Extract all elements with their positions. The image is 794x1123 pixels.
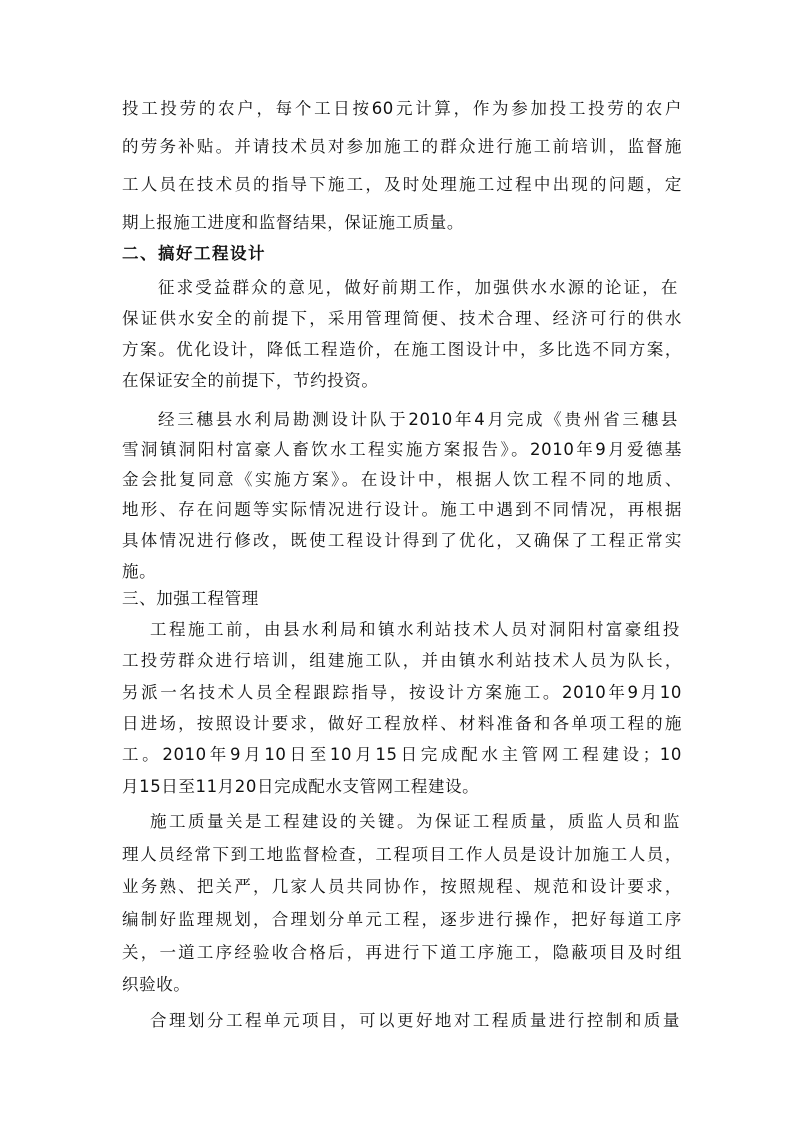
paragraph-line: 工程施工前，由县水利局和镇水利站技术人员对洞阳村富豪组投	[150, 620, 680, 639]
paragraph-line: 保证供水安全的前提下，采用管理简便、技术合理、经济可行的供水	[122, 309, 682, 328]
paragraph-line: 关，一道工序经验收合格后，再进行下道工序施工，隐蔽项目及时组	[122, 943, 682, 962]
paragraph-line: 具体情况进行修改，既使工程设计得到了优化，又确保了工程正常实	[122, 531, 682, 550]
paragraph-line: 在保证安全的前提下，节约投资。	[122, 371, 379, 390]
paragraph-line: 日进场，按照设计要求，做好工程放样、材料准备和各单项工程的施	[122, 714, 682, 733]
paragraph-line: 工投劳群众进行培训，组建施工队，并由镇水利站技术人员为队长，	[122, 651, 682, 670]
paragraph-line: 地形、存在问题等实际情况进行设计。施工中遇到不同情况，再根据	[122, 500, 682, 519]
paragraph-line: 征求受益群众的意见，做好前期工作，加强供水水源的论证，在	[158, 278, 678, 297]
section-heading-3: 三、加强工程管理	[122, 589, 259, 608]
paragraph-line: 雪洞镇洞阳村富豪人畜饮水工程实施方案报告》。2010年9月爱德基	[122, 440, 682, 459]
paragraph-line: 理人员经常下到工地监督检查，工程项目工作人员是设计加施工人员，	[122, 845, 682, 864]
section-heading-2: 二、搞好工程设计	[122, 244, 266, 263]
paragraph-line: 另派一名技术人员全程跟踪指导，按设计方案施工。2010年9月10	[122, 683, 682, 702]
paragraph-line: 施工质量关是工程建设的关键。为保证工程质量，质监人员和监	[150, 812, 680, 831]
paragraph-line: 方案。优化设计，降低工程造价，在施工图设计中，多比选不同方案，	[122, 340, 682, 359]
paragraph-line: 期上报施工进度和监督结果，保证施工质量。	[122, 213, 464, 232]
paragraph-line: 投工投劳的农户，每个工日按60元计算，作为参加投工投劳的农户	[122, 99, 682, 118]
paragraph-line: 施。	[122, 562, 157, 581]
paragraph-line: 工。2010年9月10日至10月15日完成配水主管网工程建设；10	[122, 745, 682, 764]
paragraph-line: 业务熟、把关严，几家人员共同协作，按照规程、规范和设计要求，	[122, 877, 682, 896]
paragraph-line: 工人员在技术员的指导下施工，及时处理施工过程中出现的问题，定	[122, 175, 682, 194]
paragraph-line: 织验收。	[122, 975, 191, 994]
paragraph-line: 合理划分工程单元项目，可以更好地对工程质量进行控制和质量	[150, 1011, 680, 1030]
paragraph-line: 月15日至11月20日完成配水支管网工程建设。	[122, 777, 480, 796]
paragraph-line: 经三穗县水利局勘测设计队于2010年4月完成《贵州省三穗县	[158, 410, 678, 429]
paragraph-line: 的劳务补贴。并请技术员对参加施工的群众进行施工前培训，监督施	[122, 137, 682, 156]
paragraph-line: 编制好监理规划，合理划分单元工程，逐步进行操作，把好每道工序	[122, 910, 682, 929]
paragraph-line: 金会批复同意《实施方案》。在设计中，根据人饮工程不同的地质、	[122, 470, 682, 489]
